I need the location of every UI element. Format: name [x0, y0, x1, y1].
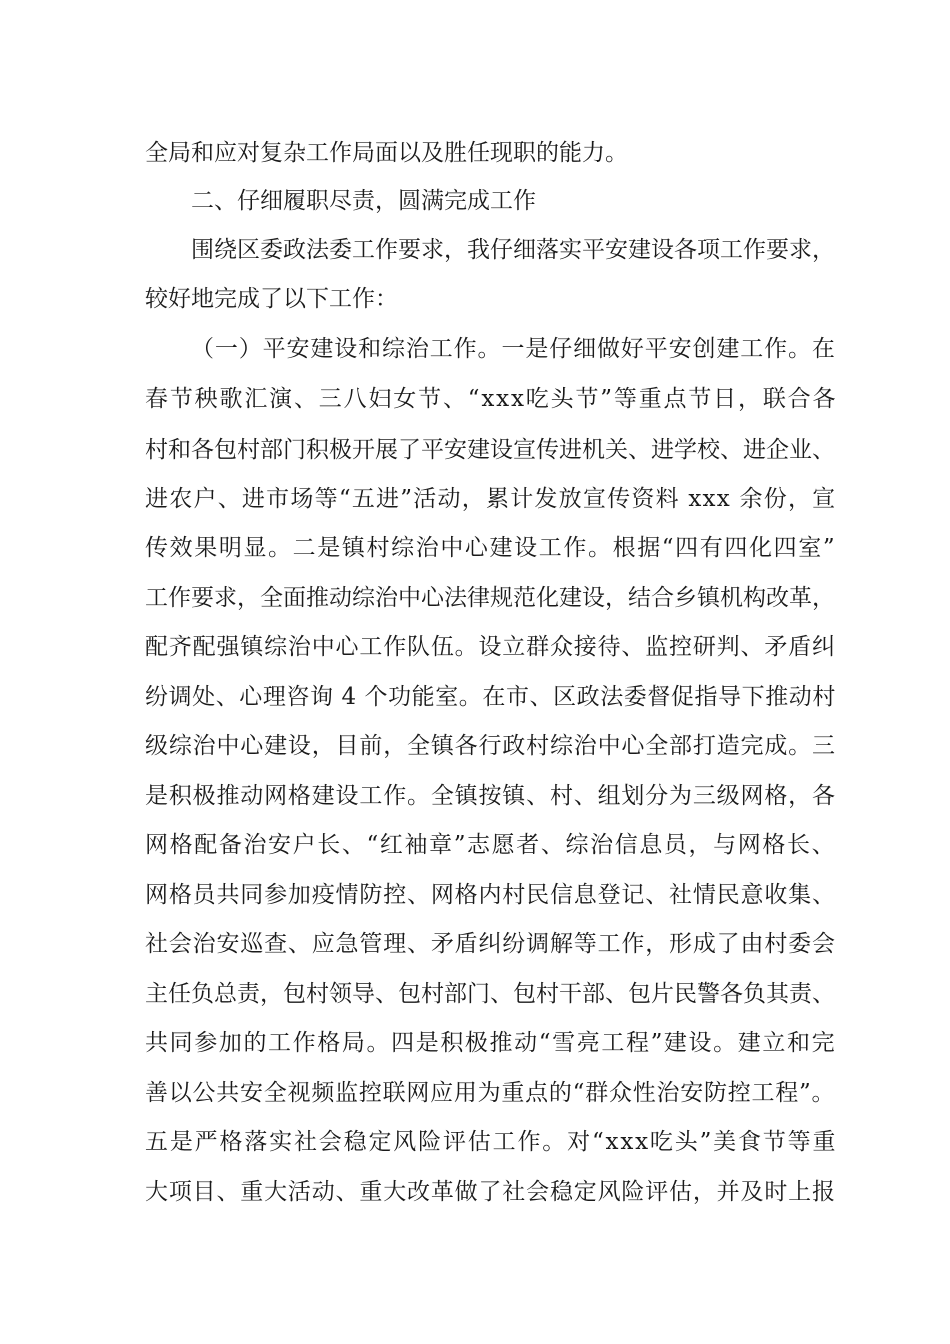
- body-text-line: 较好地完成了以下工作：: [145, 286, 398, 312]
- body-text-line: 社会治安巡查、应急管理、矛盾纠纷调解等工作，形成了由村委会: [145, 931, 836, 957]
- section-heading: 二、仔细履职尽责，圆满完成工作: [191, 188, 536, 214]
- paragraph-first-line: 围绕区委政法委工作要求，我仔细落实平安建设各项工作要求，: [191, 237, 835, 263]
- body-text-line: 春节秧歌汇演、三八妇女节、“xxx吃头节”等重点节日，联合各: [145, 386, 838, 412]
- body-text-line: 进农户、进市场等“五进”活动，累计发放宣传资料 xxx 余份，宣: [145, 486, 837, 512]
- body-text-line: 五是严格落实社会稳定风险评估工作。对“xxx吃头”美食节等重: [145, 1129, 838, 1155]
- body-text-line: 传效果明显。二是镇村综治中心建设工作。根据“四有四化四室”: [145, 535, 837, 561]
- body-text-line: 大项目、重大活动、重大改革做了社会稳定风险评估，并及时上报: [145, 1179, 836, 1205]
- body-text-line: 主任负总责，包村领导、包村部门、包村干部、包片民警各负其责、: [145, 981, 835, 1007]
- body-text-line: 全局和应对复杂工作局面以及胜任现职的能力。: [145, 140, 628, 166]
- subsection-first-line: （一）平安建设和综治工作。一是仔细做好平安创建工作。在: [191, 336, 836, 362]
- body-text-line: 善以公共安全视频监控联网应用为重点的“群众性治安防控工程”。: [145, 1080, 836, 1106]
- body-text-line: 纷调处、心理咨询 4 个功能室。在市、区政法委督促指导下推动村: [145, 684, 836, 710]
- body-text-line: 工作要求，全面推动综治中心法律规范化建设，结合乡镇机构改革，: [145, 585, 835, 611]
- body-text-line: 网格员共同参加疫情防控、网格内村民信息登记、社情民意收集、: [145, 882, 836, 908]
- body-text-line: 级综治中心建设，目前，全镇各行政村综治中心全部打造完成。三: [145, 733, 836, 759]
- body-text-line: 村和各包村部门积极开展了平安建设宣传进机关、进学校、进企业、: [145, 437, 835, 463]
- body-text-line: 共同参加的工作格局。四是积极推动“雪亮工程”建设。建立和完: [145, 1030, 837, 1056]
- body-text-line: 配齐配强镇综治中心工作队伍。设立群众接待、监控研判、矛盾纠: [145, 634, 836, 660]
- body-text-line: 是积极推动网格建设工作。全镇按镇、村、组划分为三级网格，各: [145, 783, 836, 809]
- body-text-line: 网格配备治安户长、“红袖章”志愿者、综治信息员，与网格长、: [145, 832, 837, 858]
